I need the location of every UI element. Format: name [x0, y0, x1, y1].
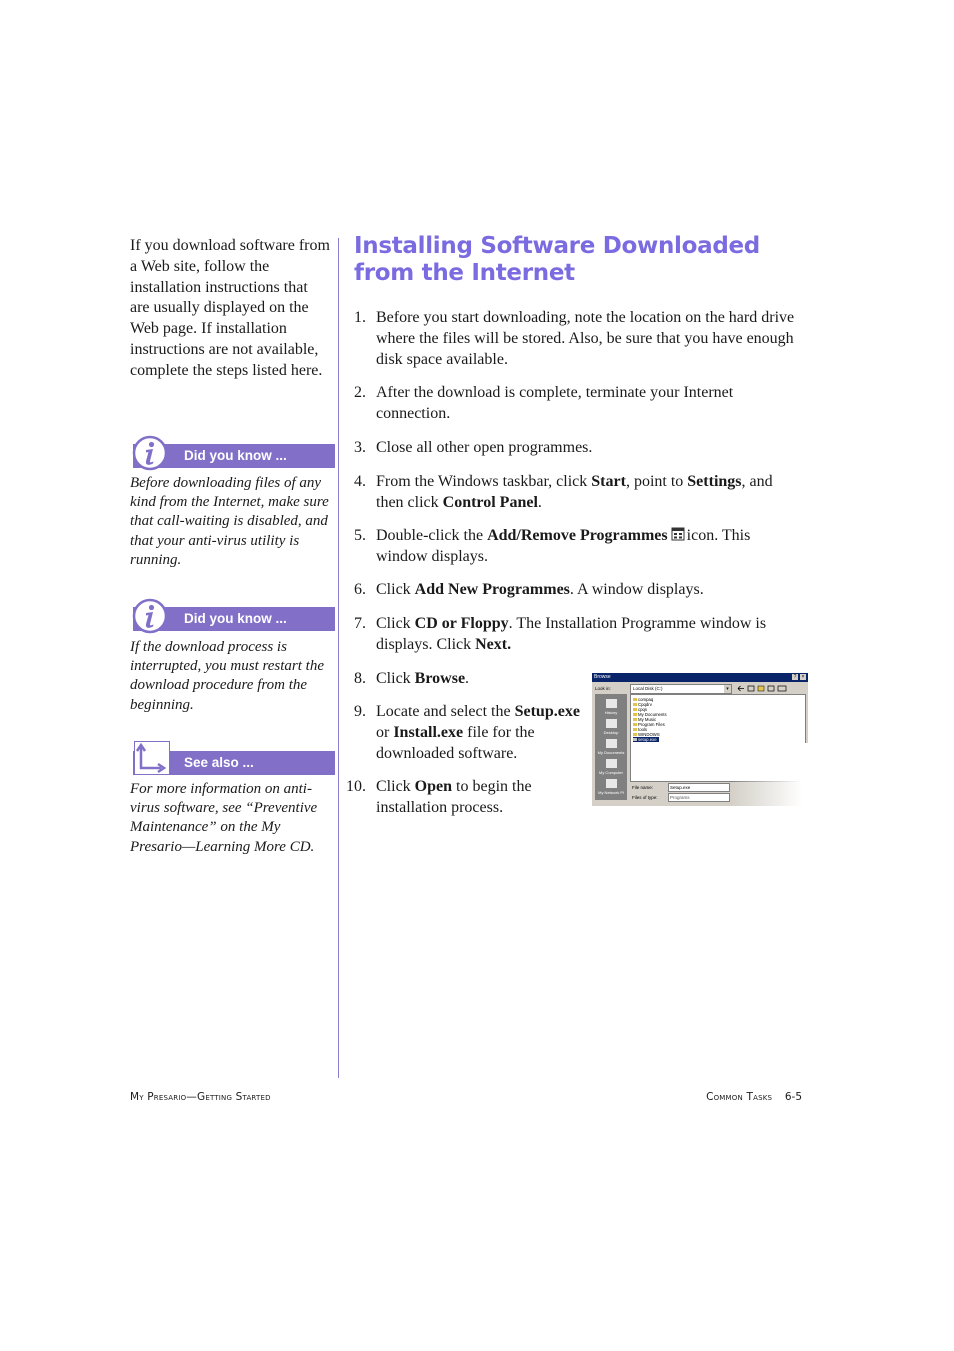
file-item: compaq: [633, 697, 653, 702]
folder-icon: [633, 713, 637, 716]
place-label: History: [604, 710, 618, 715]
column-divider: [338, 238, 339, 1078]
step-run: Before you start downloading, note the location on the hard drive where the files will be stored. Also, be sure that you have enough disk space available.: [376, 309, 795, 368]
step-run: to begin the installation process.: [376, 778, 532, 816]
browse-dialog-screenshot: [592, 673, 808, 806]
section-heading: [354, 233, 794, 287]
history-icon: [606, 699, 617, 708]
help-icon: ?: [793, 674, 797, 680]
file-item: My Music: [633, 717, 656, 722]
folder-icon: [633, 708, 637, 711]
callout-label: See also ...: [184, 755, 254, 770]
callout-text-1: Before downloading files of any kind from the Internet, make sure that call-waiting is disabled, and that your anti-virus utility is running.: [130, 475, 329, 568]
see-also-arrow-icon: [134, 741, 170, 775]
step-number: 10.: [346, 778, 366, 795]
step-run: . A window displays.: [569, 581, 704, 598]
exe-icon: [633, 738, 637, 741]
footer-right: [706, 1091, 802, 1103]
step-number: 4.: [354, 473, 366, 490]
footer-section: Common Tasks: [706, 1091, 773, 1103]
filetype-label: Files of type:: [632, 795, 658, 800]
step-run: Double-click the: [376, 527, 488, 544]
network-icon: [606, 779, 617, 788]
my-documents-icon: [606, 739, 617, 748]
lookin-label: Look in:: [595, 686, 611, 691]
close-icon: ×: [801, 674, 805, 680]
filename-value: Setup.exe: [670, 785, 691, 790]
step-text: [376, 382, 796, 424]
step-text: [376, 525, 796, 567]
step-run: Click: [376, 778, 415, 795]
page-number: 6-5: [784, 1091, 802, 1103]
step-emphasis: Next.: [475, 636, 512, 653]
step-run: file for the downloaded software.: [376, 724, 535, 762]
file-item: My Documents: [633, 712, 667, 717]
step-number: 1.: [354, 309, 366, 326]
step-text: [376, 776, 588, 818]
step-run: .: [465, 670, 470, 687]
place-label: Desktop: [603, 730, 619, 735]
folder-icon: [633, 733, 637, 736]
place-label: My Computer: [598, 770, 623, 775]
step-number: 7.: [354, 615, 366, 632]
step-emphasis: Add/Remove Programmes: [487, 527, 668, 544]
folder-icon: [633, 718, 637, 721]
step-run: Click: [376, 615, 415, 632]
step-number: 6.: [354, 581, 366, 598]
heading-line-2: from the Internet: [354, 260, 575, 286]
figure-fade: [698, 743, 808, 806]
file-item: Program Files: [633, 722, 665, 727]
folder-icon: [633, 703, 637, 706]
footer-left: [130, 1091, 271, 1103]
callout-bar-did-you-know-2: [133, 607, 335, 631]
step-run: , and then click: [376, 473, 773, 511]
step-emphasis: CD or Floppy: [414, 615, 509, 632]
lookin-select: [630, 684, 732, 694]
file-item: WINDOWS: [633, 732, 660, 737]
step-text: [376, 437, 796, 458]
step-number: 8.: [354, 670, 366, 687]
step-run: .: [537, 494, 542, 511]
step-run: After the download is complete, terminate your Internet connection.: [376, 384, 734, 422]
intro-paragraph: If you download software from a Web site, follow the installation instructions that are usually displayed on the Web page. If installation instructions are not available, complete the steps listed here.: [130, 237, 330, 379]
dialog-title-bar: [592, 673, 808, 682]
filetype-value: Programs: [670, 795, 690, 800]
callout-label: Did you know ...: [184, 611, 287, 626]
step-emphasis: Browse: [414, 670, 466, 687]
add-remove-programs-icon: [671, 527, 685, 541]
folder-icon: [633, 698, 637, 701]
heading-line-1: Installing Software Downloaded: [354, 233, 760, 259]
step-emphasis: Install.exe: [393, 724, 464, 741]
step-emphasis: Start: [591, 473, 626, 490]
callout-bar-did-you-know-1: [133, 444, 335, 468]
step-run: From the Windows taskbar, click: [376, 473, 592, 490]
callout-text-see-also: For more information on anti-virus software, see “Preventive Maintenance” on the My Presario—Learning More CD.: [130, 781, 318, 855]
chevron-down-icon: ▾: [724, 685, 731, 693]
step-run: , point to: [625, 473, 688, 490]
step-number: 2.: [354, 384, 366, 401]
file-item-selected: setup.exe: [633, 737, 659, 742]
place-label: My Documents: [597, 750, 625, 755]
callout-bar-see-also: [133, 751, 335, 775]
step-emphasis: Add New Programmes: [414, 581, 570, 598]
step-text: [376, 579, 796, 600]
step-number: 5.: [354, 527, 366, 544]
step-number: 3.: [354, 439, 366, 456]
file-item: Cpqdrv: [633, 702, 652, 707]
desktop-icon: [606, 719, 617, 728]
step-run: icon. This window displays.: [376, 527, 751, 565]
step-emphasis: Settings: [687, 473, 742, 490]
step-text: [376, 307, 796, 370]
step-emphasis: Setup.exe: [514, 703, 580, 720]
callout-text-2: If the download process is interrupted, you must restart the download procedure from the beginning.: [130, 639, 325, 713]
filename-label: File name:: [632, 785, 654, 790]
step-emphasis: Open: [414, 778, 453, 795]
step-run: Locate and select the: [376, 703, 515, 720]
step-text: [376, 471, 796, 513]
toolbar-icons: [736, 684, 796, 693]
file-item: cpqs: [633, 707, 647, 712]
info-icon: [132, 435, 168, 471]
callout-label: Did you know ...: [184, 448, 287, 463]
footer-book-title: My Presario—Getting Started: [130, 1091, 271, 1103]
step-text: [376, 701, 588, 764]
step-run: Click: [376, 581, 415, 598]
place-label: My Network Pl: [598, 790, 624, 795]
step-run: . The Installation Programme window is displays. Click: [376, 615, 767, 653]
info-icon: [132, 598, 168, 634]
step-emphasis: Control Panel: [442, 494, 538, 511]
step-run: or: [376, 724, 394, 741]
folder-icon: [633, 723, 637, 726]
my-computer-icon: [606, 759, 617, 768]
step-number: 9.: [354, 703, 366, 720]
dialog-title: Browse: [594, 674, 611, 680]
folder-icon: [633, 728, 637, 731]
step-run: Click: [376, 670, 415, 687]
step-text: [376, 668, 588, 689]
lookin-value: Local Disk (C:): [633, 686, 663, 691]
places-bar: [595, 694, 627, 800]
step-text: [376, 613, 796, 655]
file-item: tools: [633, 727, 647, 732]
step-run: Close all other open programmes.: [376, 439, 593, 456]
